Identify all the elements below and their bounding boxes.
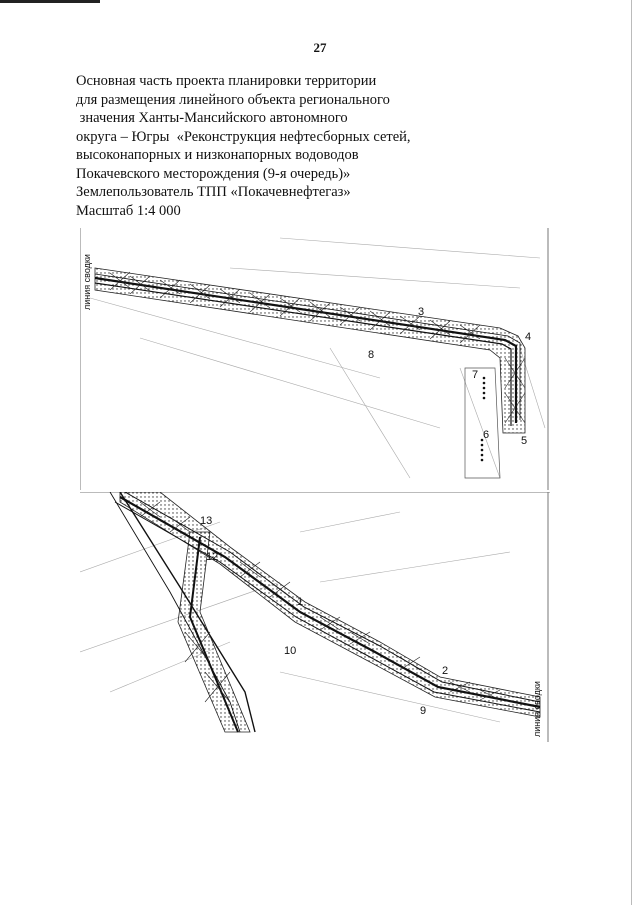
page-edge-line bbox=[631, 0, 632, 905]
header-line: округа – Югры «Реконструкция нефтесборных сетей, bbox=[76, 128, 411, 145]
point-label: 7 bbox=[472, 369, 479, 381]
document-header bbox=[76, 72, 496, 220]
top-edge-mark bbox=[0, 0, 100, 3]
point-label: 5 bbox=[521, 435, 528, 447]
page-number: 27 bbox=[313, 40, 327, 55]
point-label: 6 bbox=[483, 429, 490, 441]
header-line: высоконапорных и низконапорных водоводов bbox=[76, 147, 359, 163]
point-label: 13 bbox=[200, 515, 213, 527]
point-label: 12 bbox=[206, 551, 219, 563]
point-label: 9 bbox=[420, 705, 427, 717]
map-bottom-drawing bbox=[80, 492, 550, 742]
header-line: Землепользователь ТПП «Покачевнефтегаз» bbox=[76, 184, 351, 200]
map-top-drawing bbox=[80, 228, 550, 490]
header-line: Масштаб 1:4 000 bbox=[76, 202, 181, 219]
header-line: Основная часть проекта планировки территории bbox=[76, 73, 377, 89]
point-label: 3 bbox=[418, 306, 425, 318]
map-bottom bbox=[80, 492, 550, 742]
point-label: 8 bbox=[368, 349, 375, 361]
map-top bbox=[80, 228, 550, 490]
match-line-label: линия сводки bbox=[82, 254, 92, 310]
header-line: значения Ханты-Мансийского автономного bbox=[76, 110, 348, 126]
point-label: 10 bbox=[284, 645, 297, 657]
point-label: 2 bbox=[442, 665, 449, 677]
header-line: для размещения линейного объекта регионального bbox=[76, 91, 390, 108]
point-label: 1 bbox=[297, 596, 304, 608]
match-line-label: линия сводки bbox=[532, 681, 542, 737]
header-line: Покачевского месторождения (9-я очередь)» bbox=[76, 165, 351, 182]
point-label: 4 bbox=[525, 331, 532, 343]
